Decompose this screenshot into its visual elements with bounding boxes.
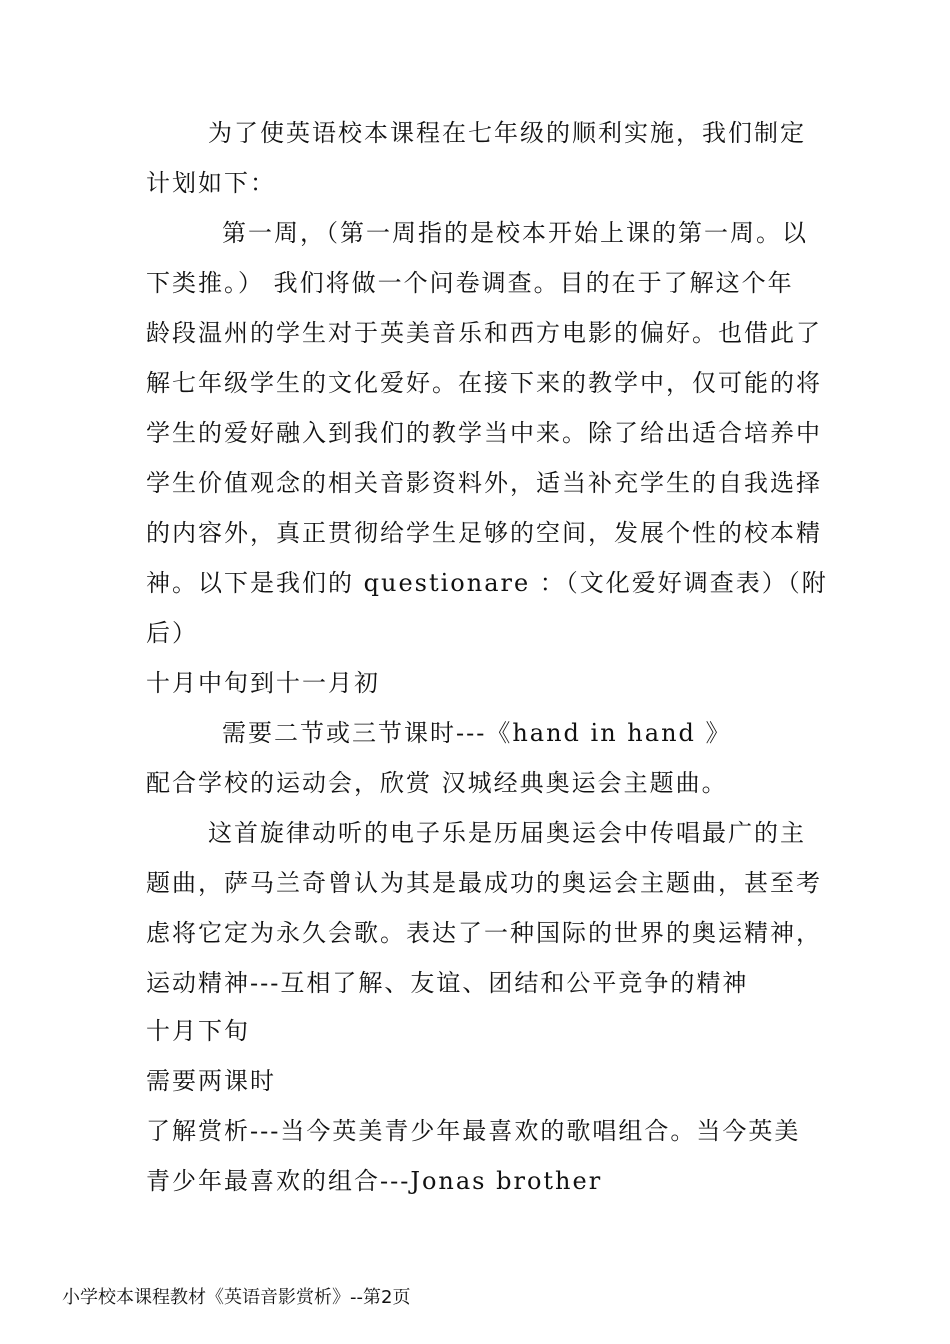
- paragraph-3-line-1: 这首旋律动听的电子乐是历届奥运会中传唱最广的主: [208, 819, 806, 847]
- paragraph-4-line-1: 了解赏析---当今英美青少年最喜欢的歌唱组合。当今英美: [146, 1117, 801, 1145]
- paragraph-1-line-1: 为了使英语校本课程在七年级的顺利实施，我们制定: [208, 119, 806, 147]
- lesson-description-line: 配合学校的运动会，欣赏 汉城经典奥运会主题曲。: [146, 769, 728, 797]
- schedule-heading-late-october: 十月下旬: [146, 1017, 250, 1045]
- paragraph-2-line-5: 学生的爱好融入到我们的教学当中来。除了给出适合培养中: [146, 419, 822, 447]
- paragraph-1-line-2: 计划如下：: [146, 169, 276, 197]
- paragraph-3-line-3: 虑将它定为永久会歌。表达了一种国际的世界的奥运精神，: [146, 919, 822, 947]
- schedule-heading-mid-october: 十月中旬到十一月初: [146, 669, 380, 697]
- paragraph-2-line-8: 神。以下是我们的 questionare ：（文化爱好调查表）（附: [146, 569, 828, 597]
- paragraph-3-line-2: 题曲，萨马兰奇曾认为其是最成功的奥运会主题曲，甚至考: [146, 869, 822, 897]
- paragraph-2-line-7: 的内容外，真正贯彻给学生足够的空间，发展个性的校本精: [146, 519, 822, 547]
- paragraph-4-line-2: 青少年最喜欢的组合---Jonas brother: [146, 1167, 603, 1195]
- page-footer: 小学校本课程教材《英语音影赏析》--第2页: [62, 1287, 411, 1308]
- lesson-hand-in-hand: 需要二节或三节课时---《hand in hand 》: [222, 719, 732, 747]
- paragraph-2-line-9: 后）: [146, 619, 198, 647]
- paragraph-2-line-4: 解七年级学生的文化爱好。在接下来的教学中，仅可能的将: [146, 369, 822, 397]
- lesson-hours-two: 需要两课时: [146, 1067, 276, 1095]
- paragraph-2-line-2: 下类推。） 我们将做一个问卷调查。目的在于了解这个年: [146, 269, 794, 297]
- paragraph-2-line-3: 龄段温州的学生对于英美音乐和西方电影的偏好。也借此了: [146, 319, 822, 347]
- paragraph-2-line-1: 第一周，（第一周指的是校本开始上课的第一周。以: [222, 219, 808, 247]
- paragraph-3-line-4: 运动精神---互相了解、友谊、团结和公平竞争的精神: [146, 969, 749, 997]
- paragraph-2-line-6: 学生价值观念的相关音影资料外，适当补充学生的自我选择: [146, 469, 822, 497]
